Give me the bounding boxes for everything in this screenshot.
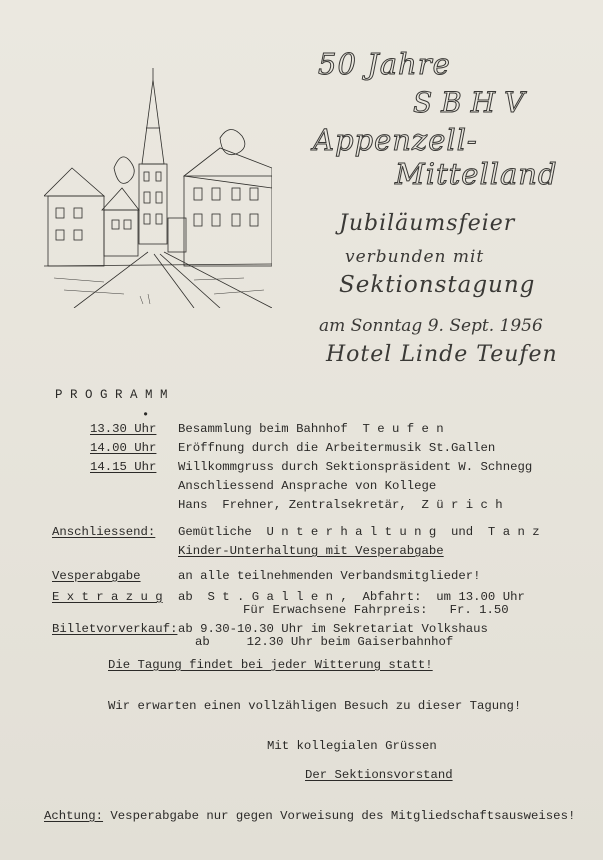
celebration-heading: Jubiläumsfeier xyxy=(339,211,516,236)
attention-note xyxy=(44,810,575,822)
vesper-label: Vesperabgabe xyxy=(52,569,141,583)
ticket-presale-label: Billetvorverkauf: xyxy=(52,622,178,636)
afterwards-text: Kinder-Unterhaltung mit Vesperabgabe xyxy=(178,544,444,558)
attention-label: Achtung: xyxy=(44,809,104,823)
program-time: 13.30 Uhr xyxy=(90,422,157,436)
bullet-dot: • xyxy=(142,408,150,422)
region-heading-line2: Mittelland xyxy=(395,157,558,191)
afterwards-label: Anschliessend: xyxy=(52,525,156,539)
program-item: Anschliessend Ansprache von Kollege xyxy=(178,479,437,493)
special-train-label: E x t r a z u g xyxy=(52,590,163,604)
program-item: Hans Frehner, Zentralsekretär, Z ü r i c h xyxy=(178,498,503,512)
association-heading: SBHV xyxy=(413,86,534,119)
program-time: 14.15 Uhr xyxy=(90,460,157,474)
attention-text: Vesperabgabe nur gegen Vorweisung des Mitgliedschaftsausweises! xyxy=(103,809,576,823)
ticket-presale-text: ab 9.30-10.30 Uhr im Sekretariat Volkshaus xyxy=(178,622,488,636)
special-train-text: ab S t . G a l l e n , Abfahrt: um 13.00 Uhr xyxy=(178,590,525,604)
region-heading-line1: Appenzell- xyxy=(313,123,478,157)
weather-note: Die Tagung findet bei jeder Witterung statt! xyxy=(108,658,433,672)
event-venue: Hotel Linde Teufen xyxy=(326,342,558,367)
vesper-text: an alle teilnehmenden Verbandsmitglieder! xyxy=(178,569,481,583)
event-date: am Sonntag 9. Sept. 1956 xyxy=(319,316,543,336)
church-street-illustration xyxy=(44,68,272,308)
program-item: Willkommgruss durch Sektionspräsident W. Schnegg xyxy=(178,460,533,474)
program-item: Eröffnung durch die Arbeitermusik St.Gallen xyxy=(178,441,496,455)
connector-heading: verbunden mit xyxy=(345,247,485,267)
ticket-presale-text: ab 12.30 Uhr beim Gaiserbahnhof xyxy=(195,635,454,649)
afterwards-text: Gemütliche U n t e r h a l t u n g und T a n z xyxy=(178,525,540,539)
program-time: 14.00 Uhr xyxy=(90,441,157,455)
program-title: P R O G R A M M xyxy=(55,388,168,402)
program-item: Besammlung beim Bahnhof T e u f e n xyxy=(178,422,444,436)
special-train-fare: Für Erwachsene Fahrpreis: Fr. 1.50 xyxy=(243,603,509,617)
signature: Der Sektionsvorstand xyxy=(305,768,453,782)
greeting: Mit kollegialen Grüssen xyxy=(267,739,437,753)
anniversary-heading: 50 Jahre xyxy=(318,47,451,81)
attendance-note: Wir erwarten einen vollzähligen Besuch zu dieser Tagung! xyxy=(108,699,522,713)
meeting-heading: Sektionstagung xyxy=(339,272,536,298)
